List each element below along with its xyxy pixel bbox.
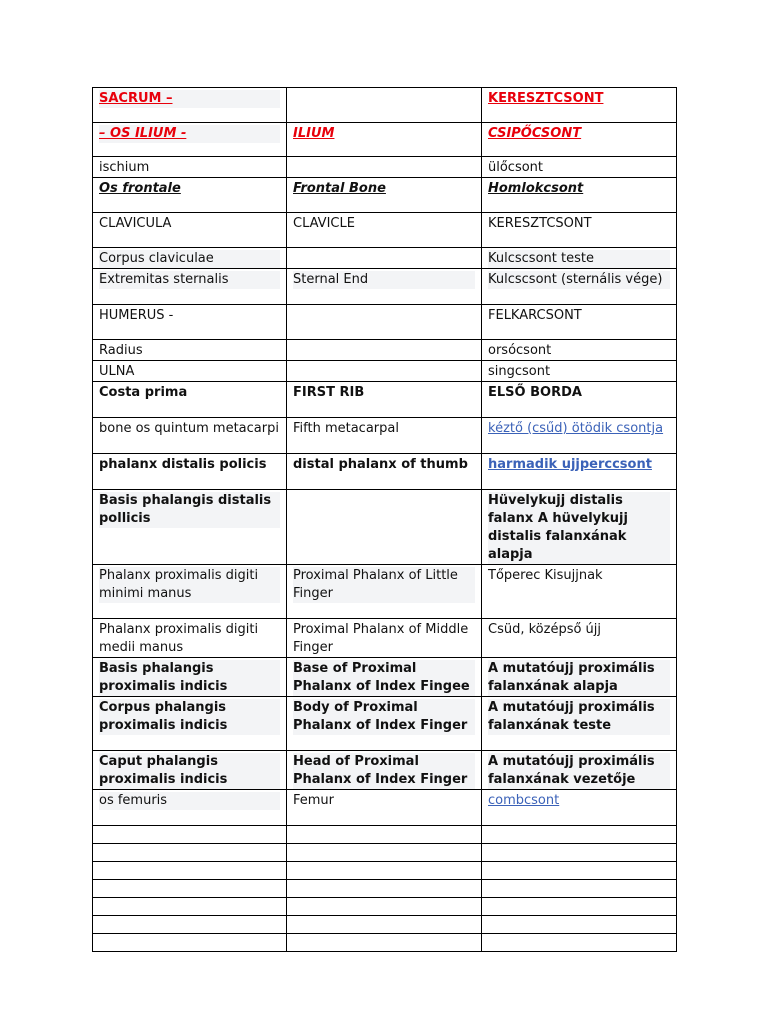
terminology-table: [92, 87, 677, 952]
table-row: [93, 123, 677, 157]
table-row: [93, 382, 677, 418]
table-row: [93, 269, 677, 305]
table-cell: [287, 157, 482, 178]
table-cell: – OS ILIUM -: [93, 123, 287, 157]
empty-row: [93, 934, 677, 952]
table-row: [93, 361, 677, 382]
empty-row: [93, 880, 677, 898]
empty-row: [93, 826, 677, 844]
table-row: [93, 751, 677, 790]
table-cell: Tőperec Kisujjnak: [482, 565, 677, 619]
table-cell: Radius: [93, 340, 287, 361]
table-cell: Frontal Bone: [287, 178, 482, 213]
table-cell: [482, 454, 677, 490]
table-row: [93, 157, 677, 178]
table-cell: Proximal Phalanx of Middle Finger: [287, 619, 482, 658]
table-cell: KERESZTCSONT: [482, 88, 677, 123]
table-cell: Basis phalangis proximalis indicis: [93, 658, 287, 697]
table-cell: ülőcsont: [482, 157, 677, 178]
empty-row: [93, 916, 677, 934]
table-cell: orsócsont: [482, 340, 677, 361]
table-cell: SACRUM –: [93, 88, 287, 123]
table-cell: Femur: [287, 790, 482, 826]
table-cell: Fifth metacarpal: [287, 418, 482, 454]
table-cell: Kulcscsont teste: [482, 248, 677, 269]
table-cell: os femuris: [93, 790, 287, 826]
table-cell: Kulcscsont (sternális vége): [482, 269, 677, 305]
table-row: [93, 213, 677, 248]
table-cell: Phalanx proximalis digiti medii manus: [93, 619, 287, 658]
table-row: [93, 490, 677, 565]
link-combcsont[interactable]: combcsont: [488, 793, 560, 808]
table-cell: Body of Proximal Phalanx of Index Finger: [287, 697, 482, 751]
table-cell: Head of Proximal Phalanx of Index Finger: [287, 751, 482, 790]
table-row: [93, 305, 677, 340]
table-cell: [287, 340, 482, 361]
table-cell: [482, 418, 677, 454]
table-cell: FIRST RIB: [287, 382, 482, 418]
table-cell: CLAVICULA: [93, 213, 287, 248]
table-row: [93, 248, 677, 269]
table-cell: phalanx distalis policis: [93, 454, 287, 490]
table-cell: A mutatóujj proximális falanxának vezetője: [482, 751, 677, 790]
table-cell: Csüd, középső újj: [482, 619, 677, 658]
table-cell: Hüvelykujj distalis falanx A hüvelykujj distalis falanxának alapja: [482, 490, 677, 565]
empty-row: [93, 898, 677, 916]
table-cell: Sternal End: [287, 269, 482, 305]
table-cell: Caput phalangis proximalis indicis: [93, 751, 287, 790]
table-row: [93, 178, 677, 213]
table-cell: FELKARCSONT: [482, 305, 677, 340]
table-row: [93, 658, 677, 697]
table-cell: CLAVICLE: [287, 213, 482, 248]
table-cell: Corpus phalangis proximalis indicis: [93, 697, 287, 751]
table-cell: Proximal Phalanx of Little Finger: [287, 565, 482, 619]
table-cell: A mutatóujj proximális falanxának teste: [482, 697, 677, 751]
table-row: [93, 340, 677, 361]
table-cell: Homlokcsont: [482, 178, 677, 213]
table-cell: Costa prima: [93, 382, 287, 418]
table-cell: Extremitas sternalis: [93, 269, 287, 305]
table-cell: [482, 790, 677, 826]
table-cell: KERESZTCSONT: [482, 213, 677, 248]
table-row: [93, 697, 677, 751]
table-cell: ELSŐ BORDA: [482, 382, 677, 418]
table-cell: [287, 88, 482, 123]
table-cell: ILIUM: [287, 123, 482, 157]
empty-row: [93, 844, 677, 862]
table-cell: bone os quintum metacarpi: [93, 418, 287, 454]
table-row: [93, 418, 677, 454]
table-cell: A mutatóujj proximális falanxának alapja: [482, 658, 677, 697]
table-cell: [287, 490, 482, 565]
table-row: [93, 790, 677, 826]
table-cell: Os frontale: [93, 178, 287, 213]
table-row: [93, 454, 677, 490]
table-cell: Base of Proximal Phalanx of Index Fingee: [287, 658, 482, 697]
table-cell: [287, 305, 482, 340]
table-cell: Basis phalangis distalis pollicis: [93, 490, 287, 565]
table-row: [93, 88, 677, 123]
table-cell: ischium: [93, 157, 287, 178]
table-cell: CSIPŐCSONT: [482, 123, 677, 157]
link-kezto[interactable]: kéztő (csűd) ötödik csontja: [488, 421, 664, 436]
table-cell: distal phalanx of thumb: [287, 454, 482, 490]
table-cell: Phalanx proximalis digiti minimi manus: [93, 565, 287, 619]
table-cell: singcsont: [482, 361, 677, 382]
table-row: [93, 619, 677, 658]
link-harmadik-ujjperccsont[interactable]: harmadik ujjperccsont: [488, 457, 652, 472]
table-cell: [287, 248, 482, 269]
table-cell: HUMERUS -: [93, 305, 287, 340]
table-cell: ULNA: [93, 361, 287, 382]
table-row: [93, 565, 677, 619]
empty-row: [93, 862, 677, 880]
table-cell: [287, 361, 482, 382]
table-cell: Corpus claviculae: [93, 248, 287, 269]
